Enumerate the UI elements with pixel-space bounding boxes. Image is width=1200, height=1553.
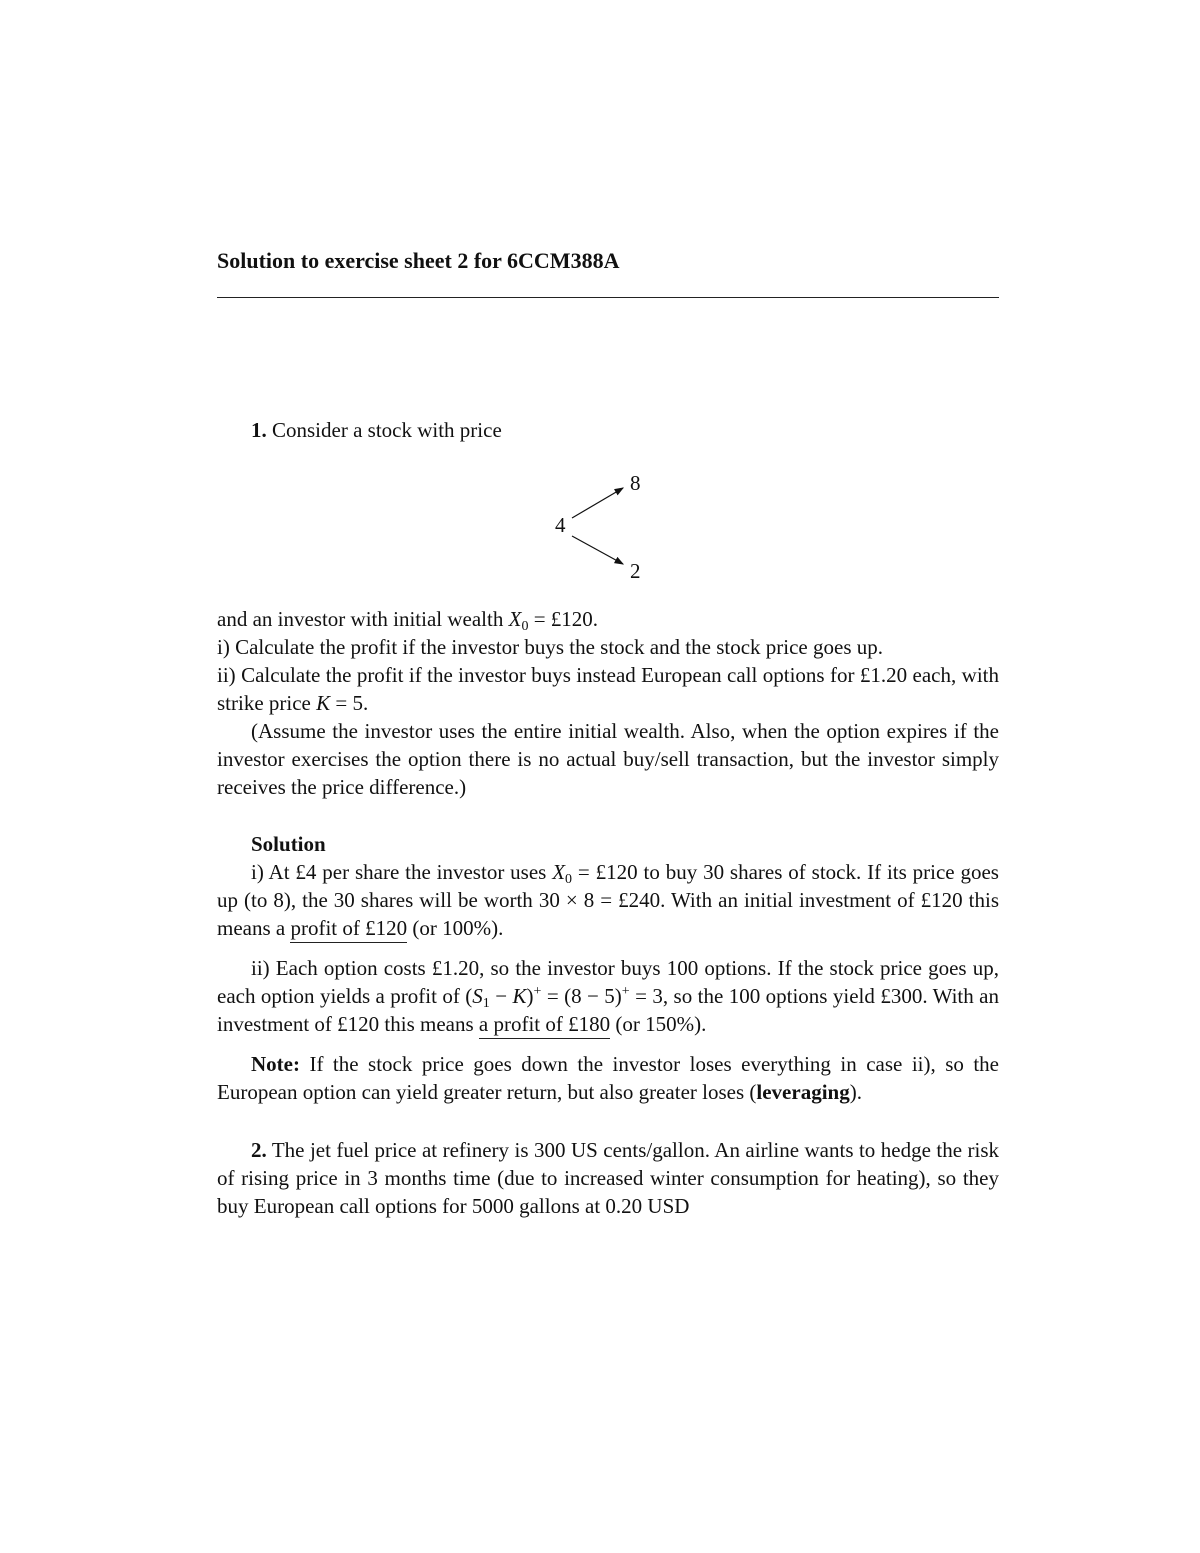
solution-note: Note: If the stock price goes down the investor loses everything in case ii), so the European option can yield greater return, but also greater loses (leveraging). — [217, 1052, 999, 1104]
solution-part-ii: ii) Each option costs £1.20, so the investor buys 100 options. If the stock price goes up, each option yields a profit of $(S_1 - K)^+ = (8 - 5)^+ = 3$, so the 100 options yield £300. With an investment of £120 this means a profit of £180 (or 150%). — [217, 954, 999, 1038]
tree-root-value: 4 — [555, 513, 566, 537]
wealth-line: and an investor with initial wealth $X_0$ = £120. — [217, 607, 599, 634]
question-1-number: 1. — [251, 418, 267, 442]
tree-down-arrow — [572, 536, 623, 564]
price-tree-diagram — [547, 468, 657, 586]
question-2-number: 2. — [251, 1138, 267, 1162]
question-1-part-i: i) Calculate the profit if the investor buys the stock and the stock price goes up. — [217, 635, 883, 659]
question-1-intro-text: Consider a stock with price — [272, 418, 502, 442]
solution-section — [217, 830, 999, 1106]
question-2-text: The jet fuel price at refinery is 300 US cents/gallon. An airline wants to hedge the risk of rising price in 3 months time (due to increased winter consumption for heating), so they buy European call options for 5000 gallons at 0.20 USD — [217, 1138, 999, 1218]
tree-up-arrow — [572, 488, 623, 518]
question-1-part-ii: ii) Calculate the profit if the investor buys instead European call options for £1.20 each, with strike price K = 5. — [217, 663, 999, 715]
question-2 — [217, 1136, 999, 1220]
answer-i: profit of £120 — [290, 916, 407, 943]
tree-down-value: 2 — [630, 559, 641, 583]
solution-heading: Solution — [251, 832, 326, 856]
question-1-body — [217, 605, 999, 801]
solution-part-i: i) At £4 per share the investor uses $X_0$ = £120 to buy 30 shares of stock. If its price goes up (to 8), the 30 shares will be worth 30 × 8 = £240. With an initial investment of £120 this means a profit of £120 (or 100%). — [217, 858, 999, 942]
tree-up-value: 8 — [630, 471, 641, 495]
page-title: Solution to exercise sheet 2 for 6CCM388A — [217, 248, 620, 273]
question-1-assumption: (Assume the investor uses the entire initial wealth. Also, when the option expires if the investor exercises the option there is no actual buy/sell transaction, but the investor simply receives the price difference.) — [217, 719, 999, 799]
title-rule — [217, 297, 999, 298]
question-1-intro — [217, 416, 999, 444]
answer-ii: a profit of £180 — [479, 1012, 610, 1039]
